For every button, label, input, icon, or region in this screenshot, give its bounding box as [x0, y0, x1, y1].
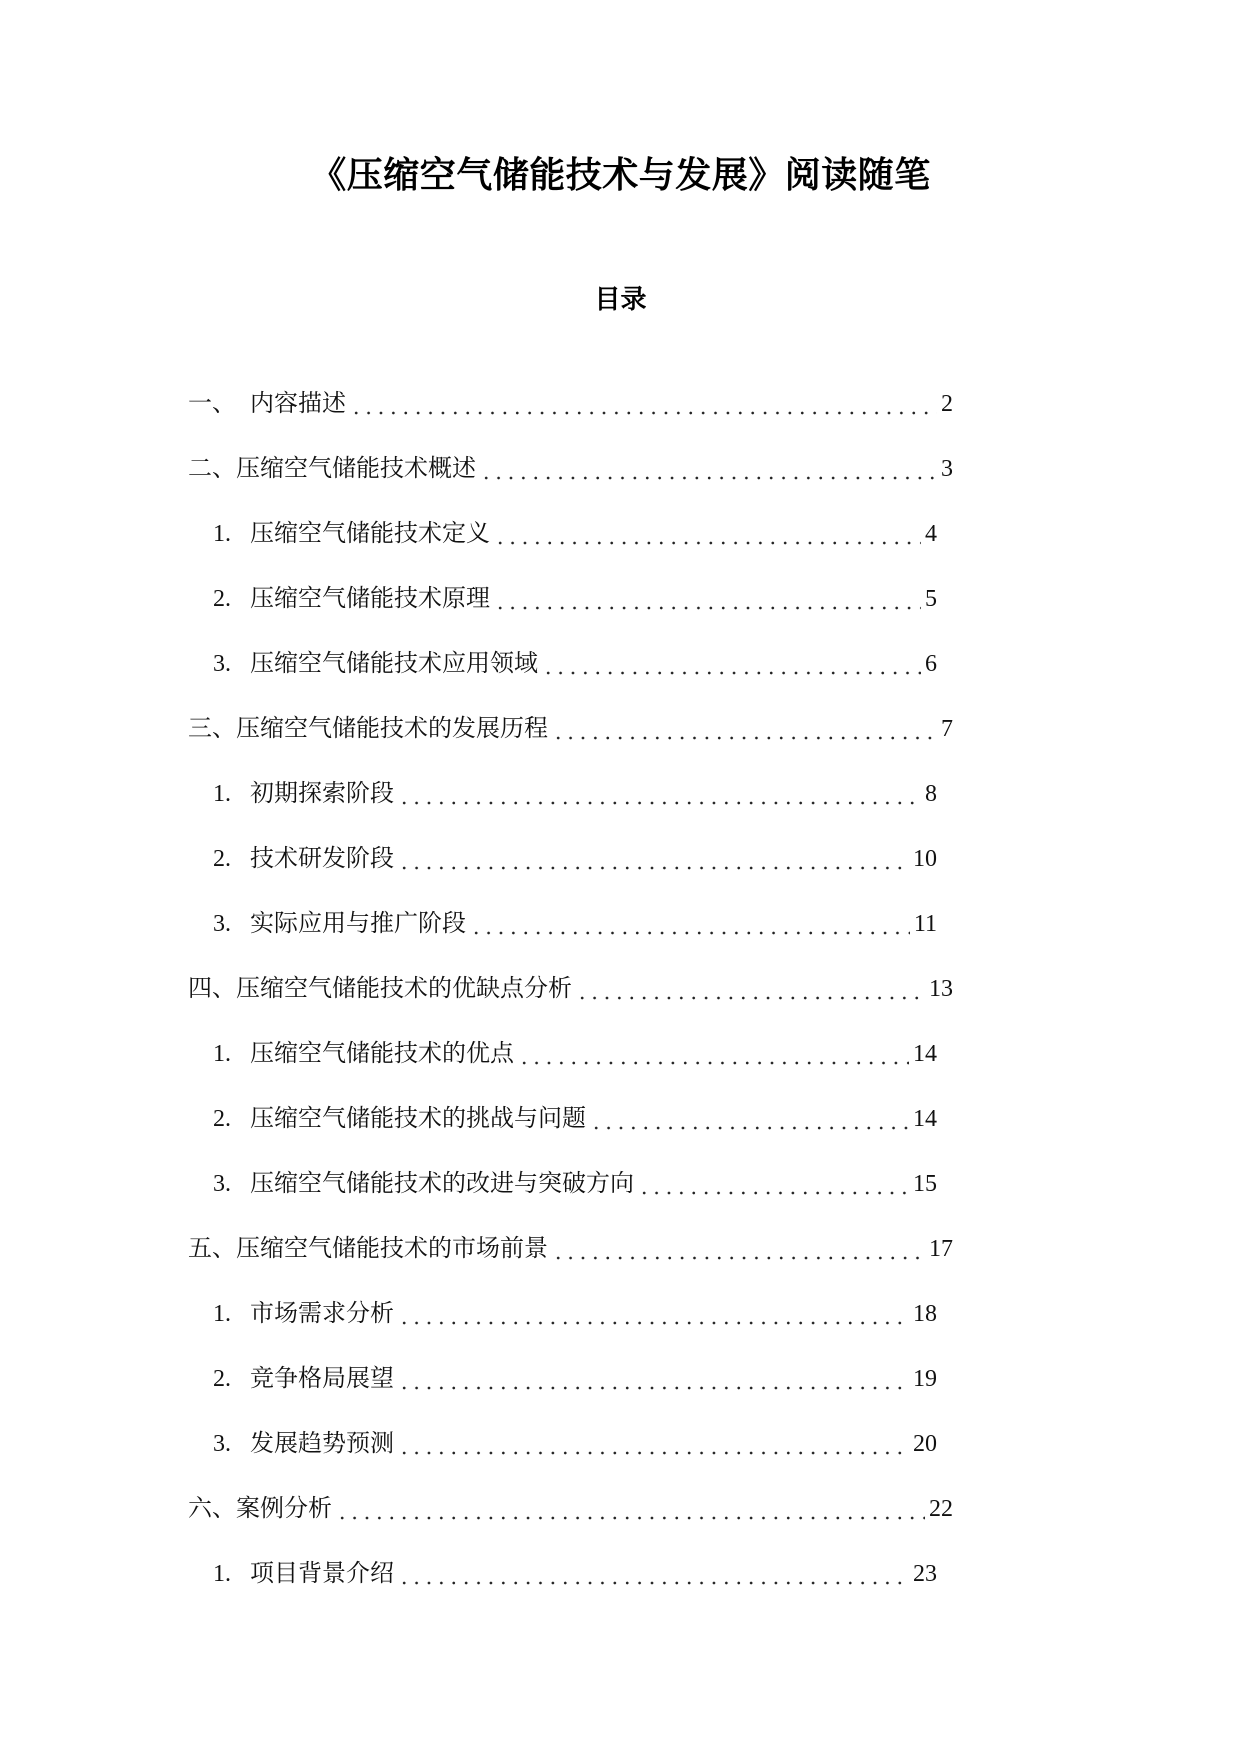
- toc-entry-title: 初期探索阶段: [250, 781, 394, 807]
- toc-entry-number: 3.: [213, 1171, 231, 1197]
- toc-entry-number: 1.: [213, 781, 231, 807]
- toc-subsection-entry[interactable]: [213, 1087, 937, 1152]
- table-of-contents: [0, 372, 1241, 1607]
- toc-entry-number: 3.: [213, 1431, 231, 1457]
- toc-entry-title: 压缩空气储能技术定义: [250, 521, 490, 547]
- toc-section-entry[interactable]: [188, 1217, 953, 1282]
- toc-entry-page-number: 2: [941, 391, 953, 417]
- toc-subsection-entry[interactable]: [213, 1542, 937, 1607]
- toc-entry-page-number: 23: [913, 1561, 937, 1587]
- dot-leader: [540, 632, 921, 697]
- toc-entry-page-number: 17: [929, 1236, 953, 1262]
- toc-entry-number: 3.: [213, 651, 231, 677]
- toc-entry-number: 六、: [188, 1496, 236, 1522]
- dot-leader: [396, 1347, 909, 1412]
- toc-heading: 目录: [594, 285, 647, 314]
- toc-subsection-entry[interactable]: [213, 892, 937, 957]
- toc-subsection-entry[interactable]: [213, 1282, 937, 1347]
- dot-leader: [478, 437, 937, 502]
- toc-entry-page-number: 22: [929, 1496, 953, 1522]
- toc-entry-page-number: 8: [925, 781, 937, 807]
- toc-section-entry[interactable]: [188, 697, 953, 762]
- toc-entry-number: 2.: [213, 1106, 231, 1132]
- toc-subsection-entry[interactable]: [213, 632, 937, 697]
- toc-subsection-entry[interactable]: [213, 1412, 937, 1477]
- toc-entry-page-number: 6: [925, 651, 937, 677]
- dot-leader: [636, 1152, 909, 1217]
- dot-leader: [396, 1412, 909, 1477]
- toc-entry-title: 实际应用与推广阶段: [250, 911, 466, 937]
- toc-entry-title: 发展趋势预测: [250, 1431, 394, 1457]
- dot-leader: [334, 1477, 925, 1542]
- dot-leader: [516, 1022, 909, 1087]
- dot-leader: [396, 827, 909, 892]
- toc-entry-number: 1.: [213, 1561, 231, 1587]
- toc-entry-number: 一、: [188, 391, 236, 417]
- toc-section: [0, 957, 1241, 1217]
- dot-leader: [492, 567, 921, 632]
- dot-leader: [550, 1217, 925, 1282]
- toc-entry-title: 压缩空气储能技术的优点: [250, 1041, 514, 1067]
- toc-section: [0, 1477, 1241, 1607]
- toc-entry-title: 压缩空气储能技术的改进与突破方向: [250, 1171, 634, 1197]
- toc-section-entry[interactable]: [188, 437, 953, 502]
- toc-entry-number: 三、: [188, 716, 236, 742]
- toc-section-entry[interactable]: [188, 957, 953, 1022]
- toc-entry-page-number: 19: [913, 1366, 937, 1392]
- toc-entry-title: 压缩空气储能技术的市场前景: [236, 1236, 548, 1262]
- toc-subsection-entry[interactable]: [213, 1022, 937, 1087]
- toc-entry-title: 内容描述: [250, 391, 346, 417]
- toc-entry-title: 压缩空气储能技术概述: [236, 456, 476, 482]
- dot-leader: [550, 697, 937, 762]
- toc-entry-title: 市场需求分析: [250, 1301, 394, 1327]
- toc-entry-page-number: 7: [941, 716, 953, 742]
- toc-entry-number: 1.: [213, 1041, 231, 1067]
- toc-entry-number: 3.: [213, 911, 231, 937]
- toc-section: [0, 437, 1241, 697]
- toc-entry-page-number: 20: [913, 1431, 937, 1457]
- toc-entry-number: 2.: [213, 846, 231, 872]
- toc-section: [0, 372, 1241, 437]
- dot-leader: [348, 372, 937, 437]
- toc-entry-title: 压缩空气储能技术的发展历程: [236, 716, 548, 742]
- toc-subsection-entry[interactable]: [213, 567, 937, 632]
- toc-section-entry[interactable]: [188, 372, 953, 437]
- toc-entry-page-number: 3: [941, 456, 953, 482]
- dot-leader: [396, 1282, 909, 1347]
- dot-leader: [396, 1542, 909, 1607]
- toc-entry-number: 1.: [213, 521, 231, 547]
- dot-leader: [492, 502, 921, 567]
- toc-entry-page-number: 11: [913, 911, 937, 937]
- dot-leader: [574, 957, 925, 1022]
- toc-entry-title: 技术研发阶段: [250, 846, 394, 872]
- toc-entry-number: 2.: [213, 1366, 231, 1392]
- toc-section-entry[interactable]: [188, 1477, 953, 1542]
- toc-entry-title: 压缩空气储能技术的优缺点分析: [236, 976, 572, 1002]
- toc-entry-page-number: 4: [925, 521, 937, 547]
- toc-entry-page-number: 10: [913, 846, 937, 872]
- dot-leader: [588, 1087, 909, 1152]
- toc-entry-title: 压缩空气储能技术应用领域: [250, 651, 538, 677]
- document-title: 《压缩空气储能技术与发展》阅读随笔: [310, 155, 931, 195]
- toc-entry-title: 案例分析: [236, 1496, 332, 1522]
- toc-subsection-entry[interactable]: [213, 762, 937, 827]
- toc-subsection-entry[interactable]: [213, 1152, 937, 1217]
- toc-entry-page-number: 5: [925, 586, 937, 612]
- toc-entry-number: 五、: [188, 1236, 236, 1262]
- toc-entry-page-number: 14: [913, 1106, 937, 1132]
- toc-subsection-entry[interactable]: [213, 827, 937, 892]
- toc-entry-title: 竞争格局展望: [250, 1366, 394, 1392]
- toc-section: [0, 1217, 1241, 1477]
- toc-subsection-entry[interactable]: [213, 1347, 937, 1412]
- toc-entry-page-number: 18: [913, 1301, 937, 1327]
- toc-entry-title: 压缩空气储能技术原理: [250, 586, 490, 612]
- dot-leader: [396, 762, 921, 827]
- toc-section: [0, 697, 1241, 957]
- toc-subsection-entry[interactable]: [213, 502, 937, 567]
- toc-entry-number: 二、: [188, 456, 236, 482]
- toc-entry-title: 压缩空气储能技术的挑战与问题: [250, 1106, 586, 1132]
- toc-entry-number: 四、: [188, 976, 236, 1002]
- toc-entry-page-number: 14: [913, 1041, 937, 1067]
- toc-entry-number: 2.: [213, 586, 231, 612]
- toc-entry-title: 项目背景介绍: [250, 1561, 394, 1587]
- toc-entry-number: 1.: [213, 1301, 231, 1327]
- dot-leader: [468, 892, 910, 957]
- toc-entry-page-number: 13: [929, 976, 953, 1002]
- toc-entry-page-number: 15: [913, 1171, 937, 1197]
